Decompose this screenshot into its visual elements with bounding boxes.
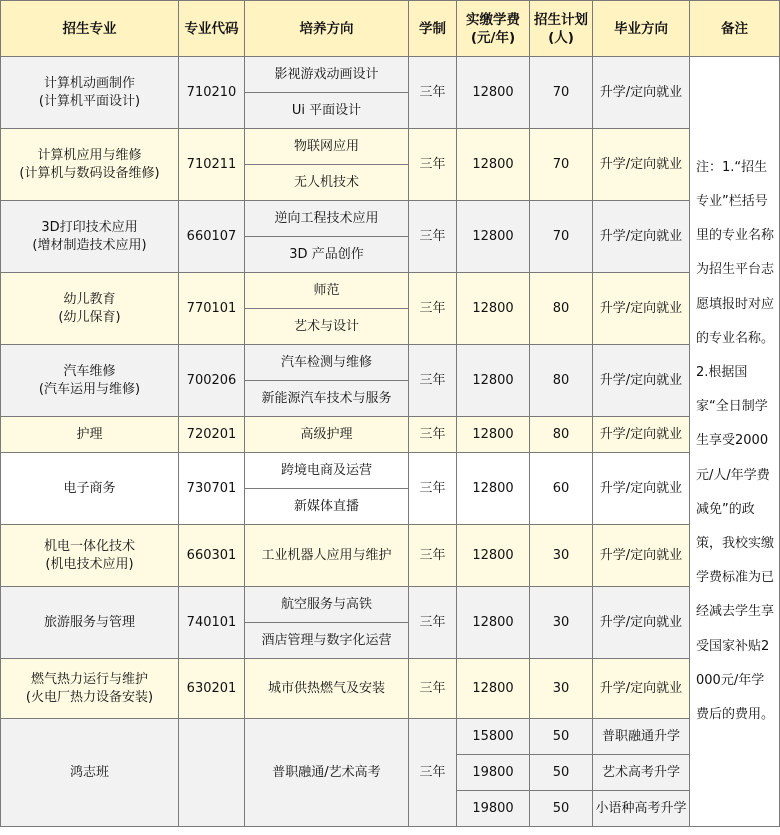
code-cell: 700206 <box>179 345 245 417</box>
duration-cell: 三年 <box>409 345 457 417</box>
code-cell: 630201 <box>179 659 245 719</box>
direction-cell: 高级护理 <box>245 417 409 453</box>
duration-cell: 三年 <box>409 525 457 587</box>
duration-cell: 三年 <box>409 201 457 273</box>
plan-cell: 30 <box>530 587 593 659</box>
grad-cell: 升学/定向就业 <box>593 453 690 525</box>
code-cell: 710211 <box>179 129 245 201</box>
direction-cell: 跨境电商及运营 <box>245 453 409 489</box>
fee-cell: 12800 <box>457 129 530 201</box>
plan-cell: 80 <box>530 345 593 417</box>
note-cell: 注：1.“招生专业”栏括号里的专业名称为招生平台志愿填报时对应的专业名称。2.根据国家“全日制学生享受2000元/人/年学费减免”的政策，我校实缴学费标准为已经减去学生享受国家补贴2000元/年学费后的费用。 <box>690 57 780 827</box>
header-code: 专业代码 <box>179 1 245 57</box>
header-major: 招生专业 <box>1 1 179 57</box>
duration-cell: 三年 <box>409 659 457 719</box>
grad-cell: 艺术高考升学 <box>593 755 690 791</box>
grad-cell: 升学/定向就业 <box>593 417 690 453</box>
direction-cell: 普职融通/艺术高考 <box>245 719 409 827</box>
header-direction: 培养方向 <box>245 1 409 57</box>
plan-cell: 70 <box>530 201 593 273</box>
major-cell: 机电一体化技术 (机电技术应用) <box>1 525 179 587</box>
major-cell: 电子商务 <box>1 453 179 525</box>
header-grad: 毕业方向 <box>593 1 690 57</box>
table-row <box>1 659 780 719</box>
table-row <box>1 129 780 165</box>
code-cell: 720201 <box>179 417 245 453</box>
direction-cell: 3D 产品创作 <box>245 237 409 273</box>
table-row <box>1 587 780 623</box>
fee-cell: 12800 <box>457 525 530 587</box>
grad-cell: 普职融通升学 <box>593 719 690 755</box>
fee-cell: 12800 <box>457 587 530 659</box>
table-row <box>1 417 780 453</box>
direction-cell: Ui 平面设计 <box>245 93 409 129</box>
header-fee: 实缴学费 (元/年) <box>457 1 530 57</box>
grad-cell: 小语种高考升学 <box>593 791 690 827</box>
table-row <box>1 201 780 237</box>
header-row <box>1 1 780 57</box>
duration-cell: 三年 <box>409 129 457 201</box>
header-note: 备注 <box>690 1 780 57</box>
plan-cell: 50 <box>530 791 593 827</box>
fee-cell: 15800 <box>457 719 530 755</box>
plan-cell: 30 <box>530 659 593 719</box>
major-cell: 计算机应用与维修 (计算机与数码设备维修) <box>1 129 179 201</box>
table-row <box>1 719 780 755</box>
code-cell: 770101 <box>179 273 245 345</box>
duration-cell: 三年 <box>409 57 457 129</box>
plan-cell: 50 <box>530 719 593 755</box>
fee-cell: 12800 <box>457 201 530 273</box>
grad-cell: 升学/定向就业 <box>593 129 690 201</box>
grad-cell: 升学/定向就业 <box>593 587 690 659</box>
table-row <box>1 57 780 93</box>
major-cell: 3D打印技术应用 (增材制造技术应用) <box>1 201 179 273</box>
fee-cell: 12800 <box>457 273 530 345</box>
major-cell: 幼儿教育 (幼儿保育) <box>1 273 179 345</box>
plan-cell: 70 <box>530 57 593 129</box>
direction-cell: 航空服务与高铁 <box>245 587 409 623</box>
code-cell: 730701 <box>179 453 245 525</box>
header-duration: 学制 <box>409 1 457 57</box>
direction-cell: 城市供热燃气及安装 <box>245 659 409 719</box>
direction-cell: 汽车检测与维修 <box>245 345 409 381</box>
fee-cell: 12800 <box>457 57 530 129</box>
table-row <box>1 453 780 489</box>
plan-cell: 50 <box>530 755 593 791</box>
code-cell <box>179 719 245 827</box>
direction-cell: 影视游戏动画设计 <box>245 57 409 93</box>
code-cell: 660301 <box>179 525 245 587</box>
direction-cell: 酒店管理与数字化运营 <box>245 623 409 659</box>
plan-cell: 80 <box>530 273 593 345</box>
code-cell: 710210 <box>179 57 245 129</box>
fee-cell: 12800 <box>457 417 530 453</box>
direction-cell: 师范 <box>245 273 409 309</box>
direction-cell: 工业机器人应用与维护 <box>245 525 409 587</box>
code-cell: 660107 <box>179 201 245 273</box>
direction-cell: 物联网应用 <box>245 129 409 165</box>
direction-cell: 新媒体直播 <box>245 489 409 525</box>
plan-cell: 60 <box>530 453 593 525</box>
fee-cell: 19800 <box>457 755 530 791</box>
direction-cell: 逆向工程技术应用 <box>245 201 409 237</box>
duration-cell: 三年 <box>409 417 457 453</box>
fee-cell: 12800 <box>457 453 530 525</box>
grad-cell: 升学/定向就业 <box>593 345 690 417</box>
major-cell: 汽车维修 (汽车运用与维修) <box>1 345 179 417</box>
grad-cell: 升学/定向就业 <box>593 273 690 345</box>
table-row <box>1 273 780 309</box>
grad-cell: 升学/定向就业 <box>593 201 690 273</box>
major-cell: 燃气热力运行与维护 (火电厂热力设备安装) <box>1 659 179 719</box>
duration-cell: 三年 <box>409 453 457 525</box>
duration-cell: 三年 <box>409 587 457 659</box>
duration-cell: 三年 <box>409 273 457 345</box>
duration-cell: 三年 <box>409 719 457 827</box>
grad-cell: 升学/定向就业 <box>593 525 690 587</box>
major-cell: 旅游服务与管理 <box>1 587 179 659</box>
plan-cell: 80 <box>530 417 593 453</box>
table-row <box>1 525 780 587</box>
header-plan: 招生计划 (人) <box>530 1 593 57</box>
major-cell: 计算机动画制作 (计算机平面设计) <box>1 57 179 129</box>
direction-cell: 新能源汽车技术与服务 <box>245 381 409 417</box>
direction-cell: 无人机技术 <box>245 165 409 201</box>
plan-cell: 30 <box>530 525 593 587</box>
plan-cell: 70 <box>530 129 593 201</box>
grad-cell: 升学/定向就业 <box>593 57 690 129</box>
code-cell: 740101 <box>179 587 245 659</box>
direction-cell: 艺术与设计 <box>245 309 409 345</box>
table-row <box>1 345 780 381</box>
fee-cell: 19800 <box>457 791 530 827</box>
fee-cell: 12800 <box>457 659 530 719</box>
major-cell: 护理 <box>1 417 179 453</box>
grad-cell: 升学/定向就业 <box>593 659 690 719</box>
major-cell: 鸿志班 <box>1 719 179 827</box>
fee-cell: 12800 <box>457 345 530 417</box>
